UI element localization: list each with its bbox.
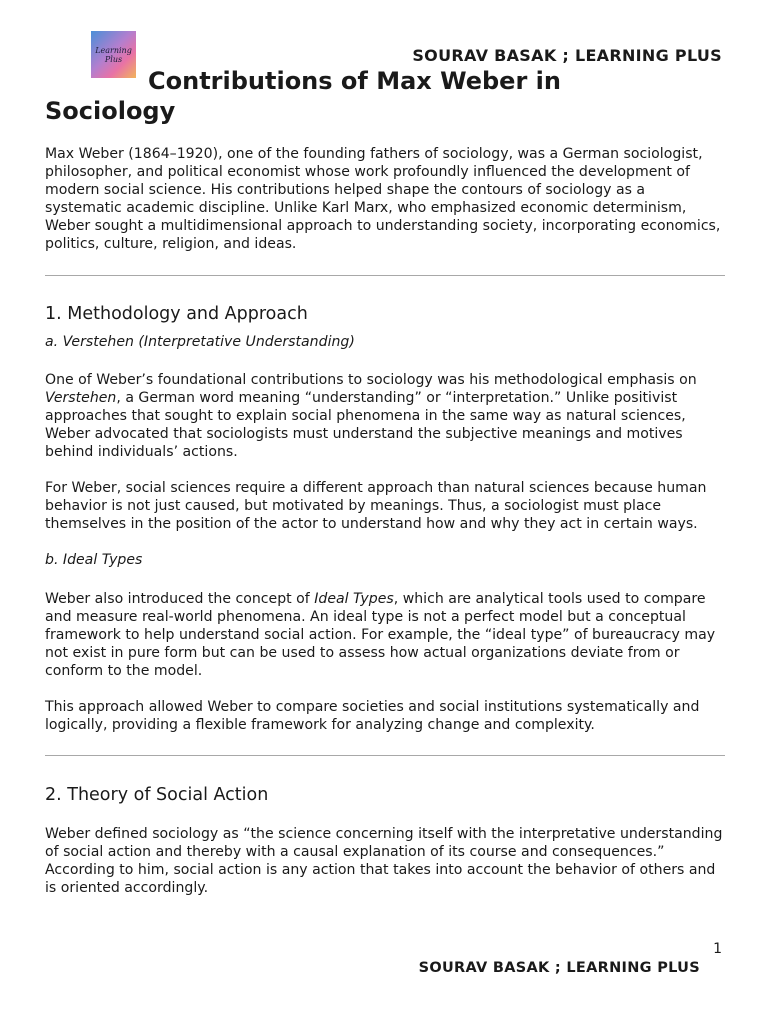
footer-brand: SOURAV BASAK ; LEARNING PLUS [418,960,700,976]
logo-text-line2: Plus [104,54,123,64]
header-brand: SOURAV BASAK ; LEARNING PLUS [412,46,722,65]
page-number: 1 [713,941,722,957]
section-heading-methodology: 1. Methodology and Approach [45,304,308,324]
section-heading-social-action: 2. Theory of Social Action [45,785,269,805]
paragraph-verstehen-text-start: One of Weber’s foundational contributions to sociology was his methodological emphasis on [45,372,697,388]
section-divider [45,275,725,276]
paragraph-ideal-types-text-end: , which are analytical tools used to compare and measure real-world phenomena. An ideal type is not a perfect model but a conceptual framework to help understand social action. For example, the “ideal type” of bureaucracy may not exist in pure form but can be used to assess how actual organizations deviate from or conform to the model. [45,591,716,679]
paragraph-ideal-types [45,590,725,680]
subheading-ideal-types: b. Ideal Types [45,552,143,568]
subheading-verstehen: a. Verstehen (Interpretative Understanding) [45,334,355,350]
section-divider [45,755,725,756]
ideal-types-term: Ideal Types [314,591,394,607]
intro-paragraph: Max Weber (1864–1920), one of the founding fathers of sociology, was a German sociologist, philosopher, and political economist whose work profoundly influenced the development of modern social science. His contributions helped shape the contours of sociology as a systematic academic discipline. Unlike Karl Marx, who emphasized economic determinism, Weber sought a multidimensional approach to understanding society, incorporating economics, politics, culture, religion, and ideas. [45,146,721,252]
verstehen-term: Verstehen [45,390,117,406]
paragraph-verstehen-text-end: , a German word meaning “understanding” or “interpretation.” Unlike positivist approaches that sought to explain social phenomena in the same way as natural sciences, Weber advocated that sociologists must understand the subjective meanings and motives behind individuals’ actions. [45,390,686,460]
paragraph-social-action: Weber defined sociology as “the science concerning itself with the interpretative understanding of social action and thereby with a causal explanation of its course and consequences.” According to him, social action is any action that takes into account the behavior of others and is oriented accordingly. [45,826,723,896]
paragraph-framework: This approach allowed Weber to compare societies and social institutions systematically and logically, providing a flexible framework for analyzing change and complexity. [45,699,700,733]
paragraph-ideal-types-text-start: Weber also introduced the concept of [45,591,315,607]
page-title [45,66,645,126]
title-line2: Sociology [45,97,176,125]
title-line1: Contributions of Max Weber in [148,67,561,95]
paragraph-verstehen [45,371,725,461]
document-body [45,145,725,897]
logo-text-line1: Learning [95,45,132,55]
paragraph-social-sciences: For Weber, social sciences require a different approach than natural sciences because human behavior is not just caused, but motivated by meanings. Thus, a sociologist must place themselves in the position of the actor to understand how and why they act in certain ways. [45,480,707,532]
